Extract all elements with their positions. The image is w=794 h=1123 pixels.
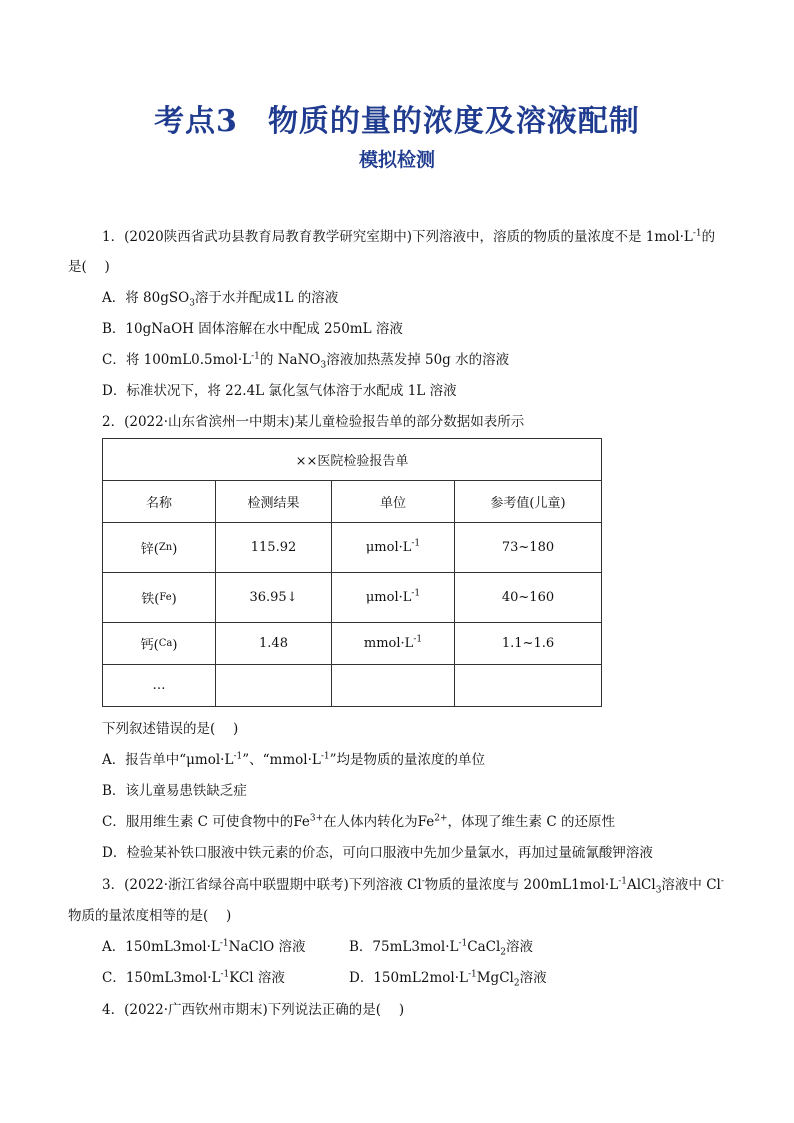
cell-empty <box>216 665 332 707</box>
cell-unit: $\mu mol\cdot L^{-1}$ <box>332 573 455 623</box>
cell-reference: 1.1~1.6 <box>455 623 602 665</box>
cell-reference: 40~160 <box>455 573 602 623</box>
cell-empty <box>455 665 602 707</box>
table-row <box>103 665 602 707</box>
q1-option-d: D．标准状况下，将 22.4L 氯化氢气体溶于水配成 1L 溶液 <box>102 383 457 399</box>
cell-result: 1.48 <box>216 623 332 665</box>
cell-result: 36.95↓ <box>216 573 332 623</box>
header-result: 检测结果 <box>216 481 332 523</box>
cell-reference: 73~180 <box>455 523 602 573</box>
header-reference: 参考值(儿童) <box>455 481 602 523</box>
q2-option-b: B．该儿童易患铁缺乏症 <box>102 783 247 799</box>
page-title <box>0 96 794 140</box>
q2-stem: 2．(2022·山东省滨州一中期末)某儿童检验报告单的部分数据如表所示 <box>102 414 525 430</box>
cell-name: 锌($^{Zn}$) <box>103 523 216 573</box>
q1-option-b: B．10gNaOH 固体溶解在水中配成 250mL 溶液 <box>102 321 403 337</box>
q3-option-d: D．$150mL2mol\cdot L^{-1}MgCl_2$溶液 <box>349 969 547 989</box>
q3-option-c: C．$150mL3mol\cdot L^{-1}KCl$ 溶液 <box>102 969 285 986</box>
header-name: 名称 <box>103 481 216 523</box>
table-row <box>103 573 602 623</box>
q1-stem-cont: 是( ) <box>68 259 110 275</box>
q1-option-c: C．将 $100mL0.5mol\cdot L^{-1}$的 NaNO$_3$溶液加热蒸发掉 50g 水的溶液 <box>102 351 510 371</box>
table-row <box>103 523 602 573</box>
cell-empty <box>332 665 455 707</box>
q4-stem: 4．(2022·广西钦州市期末)下列说法正确的是( ) <box>102 1002 405 1018</box>
q2-option-a: A．报告单中“$\mu mol\cdot L^{-1}$”、“$mmol\cdot L^{-1}$”均是物质的量浓度的单位 <box>102 751 486 768</box>
cell-result: 115.92 <box>216 523 332 573</box>
cell-unit: $\mu mol\cdot L^{-1}$ <box>332 523 455 573</box>
q3-stem-cont: 物质的量浓度相等的是( ) <box>68 908 232 924</box>
q2-option-c: C．服用维生素 C 可使食物中的$Fe^{3+}$在人体内转化为$Fe^{2+}$，体现了维生素 C 的还原性 <box>102 813 615 830</box>
page-subtitle: 模拟检测 <box>358 149 435 171</box>
cell-ellipsis: … <box>103 665 216 707</box>
q1-stem: 1．(2020陕西省武功县教育局教育教学研究室期中)下列溶液中，溶质的物质的量浓度不是 $1mol\cdot L^{-1}$的 <box>102 228 716 245</box>
table-row <box>103 623 602 665</box>
title-main: 物质的量的浓度及溶液配制 <box>267 104 640 139</box>
report-caption: ××医院检验报告单 <box>103 439 602 481</box>
q2-option-d: D．检验某补铁口服液中铁元素的价态，可向口服液中先加少量氯水，再加过量硫氰酸钾溶液 <box>102 845 653 861</box>
q3-option-a: A．$150mL3mol\cdot L^{-1}NaClO$ 溶液 <box>102 938 306 955</box>
q3-stem: 3．(2022·浙江省绿谷高中联盟期中联考)下列溶液 Cl-物质的量浓度与 $200mL1mol\cdot L^{-1}AlCl_3$溶液中 Cl- <box>102 876 724 896</box>
cell-name: 钙($^{Ca}$) <box>103 623 216 665</box>
header-unit: 单位 <box>332 481 455 523</box>
report-table <box>102 438 602 707</box>
q3-option-b: B．$75mL3mol\cdot L^{-1}CaCl_2$溶液 <box>349 938 534 958</box>
title-prefix: 考点3 <box>154 104 238 139</box>
q1-option-a: A．将 80gSO$_3$溶于水并配成1L 的溶液 <box>102 290 339 309</box>
cell-name: 铁($^{Fe}$) <box>103 573 216 623</box>
q2-prompt: 下列叙述错误的是( ) <box>102 721 239 737</box>
cell-unit: $mmol\cdot L^{-1}$ <box>332 623 455 665</box>
